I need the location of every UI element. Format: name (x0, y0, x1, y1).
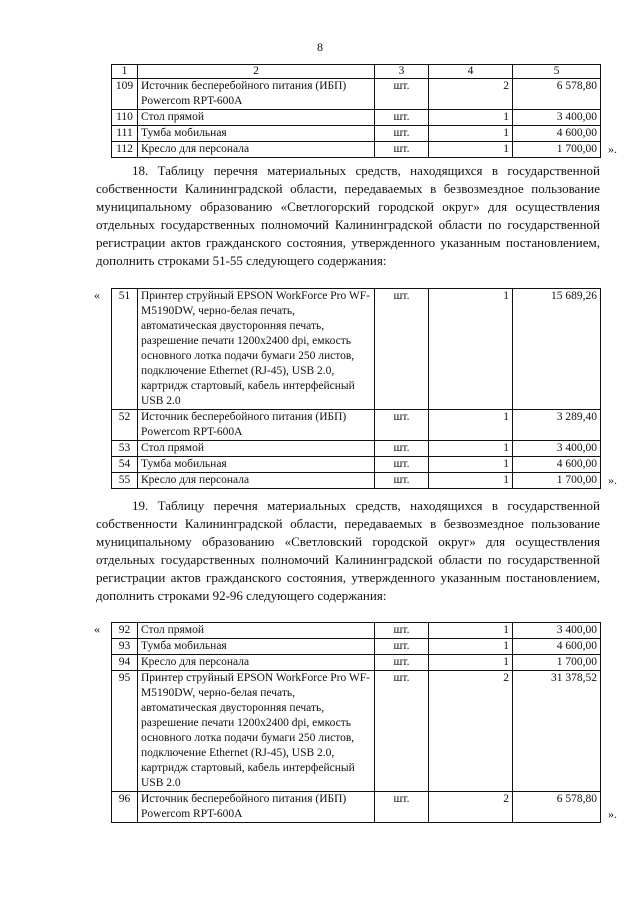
table-row (112, 655, 601, 671)
item-quantity: 1 (429, 410, 513, 441)
item-sum: 3 400,00 (513, 441, 601, 457)
item-name: Кресло для персонала (138, 473, 375, 489)
item-unit: шт. (375, 671, 429, 792)
item-quantity: 2 (429, 792, 513, 823)
item-name: Тумба мобильная (138, 126, 375, 142)
row-number: 109 (112, 79, 138, 110)
item-quantity: 1 (429, 142, 513, 158)
opening-quote: « (94, 288, 100, 302)
item-sum: 1 700,00 (513, 655, 601, 671)
header-cell: 3 (375, 65, 429, 79)
header-cell: 1 (112, 65, 138, 79)
item-sum-value: 1 700,00 (556, 143, 597, 155)
table-header-row (112, 65, 601, 79)
item-unit: шт. (375, 126, 429, 142)
item-quantity: 1 (429, 639, 513, 655)
row-number: 94 (112, 655, 138, 671)
item-name: Тумба мобильная (138, 639, 375, 655)
table-continuation (111, 64, 617, 158)
item-sum-value: 1 700,00 (556, 474, 597, 486)
item-quantity: 1 (429, 289, 513, 410)
item-name: Кресло для персонала (138, 655, 375, 671)
row-number: 54 (112, 457, 138, 473)
item-quantity: 1 (429, 457, 513, 473)
table-row (112, 110, 601, 126)
row-number: 95 (112, 671, 138, 792)
closing-quote: ». (608, 473, 617, 487)
item-name: Кресло для персонала (138, 142, 375, 158)
row-number: 92 (112, 623, 138, 639)
table-row (112, 639, 601, 655)
item-sum (513, 792, 617, 823)
item-unit: шт. (375, 655, 429, 671)
table-row (112, 126, 601, 142)
item-unit: шт. (375, 441, 429, 457)
table-row (112, 410, 601, 441)
row-number: 93 (112, 639, 138, 655)
item-name: Тумба мобильная (138, 457, 375, 473)
table-row (112, 289, 601, 410)
row-number: 51 (112, 289, 138, 410)
header-cell: 2 (138, 65, 375, 79)
table-rows-92-96 (111, 622, 617, 823)
item-name: Принтер струйный EPSON WorkForce Pro WF-M5190DW, черно-белая печать, автоматическая двусторонняя печать, разрешение печати 1200x2400 dpi, емкость основного лотка подачи бумаги 250 листов, подключение Ethernet (RJ-45), USB 2.0, картридж стартовый, кабель интерфейсный USB 2.0 (138, 671, 375, 792)
item-sum-value: 6 578,80 (556, 793, 597, 805)
item-sum: 3 400,00 (513, 623, 601, 639)
table-rows-51-55 (111, 288, 617, 489)
paragraph-19-text: 19. Таблицу перечня материальных средств, находящихся в государственной собственности Калининградской области, передаваемых в безвозмездное пользование муниципальному образованию «Светловский городской округ» для осуществления отдельных государственных полномочий Калининградской области по государственной регистрации актов гражданского состояния, утвержденного указанным постановлением, дополнить строками 92-96 следующего содержания: (96, 498, 600, 603)
item-sum: 4 600,00 (513, 457, 601, 473)
item-unit: шт. (375, 410, 429, 441)
row-number: 52 (112, 410, 138, 441)
row-number: 96 (112, 792, 138, 823)
table-row (112, 79, 601, 110)
item-sum (513, 473, 617, 489)
item-quantity: 1 (429, 110, 513, 126)
item-unit: шт. (375, 473, 429, 489)
item-sum: 3 400,00 (513, 110, 601, 126)
table-row (112, 441, 601, 457)
item-name: Стол прямой (138, 110, 375, 126)
header-cell: 5 (513, 65, 601, 79)
item-quantity: 2 (429, 79, 513, 110)
header-cell: 4 (429, 65, 513, 79)
paragraph-18-text: 18. Таблицу перечня материальных средств, находящихся в государственной собственности Калининградской области, передаваемых в безвозмездное пользование муниципальному образованию «Светлогорский городской округ» для осуществления отдельных государственных полномочий Калининградской области по государственной регистрации актов гражданского состояния, утвержденного указанным постановлением, дополнить строками 51-55 следующего содержания: (96, 163, 600, 268)
item-name: Источник бесперебойного питания (ИБП) Powercom RPT-600A (138, 792, 375, 823)
table-row (112, 142, 601, 158)
closing-quote: ». (608, 807, 617, 821)
item-sum: 6 578,80 (513, 79, 601, 110)
item-sum: 4 600,00 (513, 639, 601, 655)
item-sum: 31 378,52 (513, 671, 601, 792)
item-unit: шт. (375, 623, 429, 639)
paragraph-19 (96, 497, 600, 605)
item-unit: шт. (375, 639, 429, 655)
item-unit: шт. (375, 79, 429, 110)
item-unit: шт. (375, 457, 429, 473)
item-unit: шт. (375, 142, 429, 158)
table-row (112, 792, 601, 823)
item-quantity: 1 (429, 473, 513, 489)
item-sum: 3 289,40 (513, 410, 601, 441)
item-sum: 15 689,26 (513, 289, 601, 410)
table-row (112, 457, 601, 473)
item-unit: шт. (375, 289, 429, 410)
item-quantity: 2 (429, 671, 513, 792)
item-quantity: 1 (429, 623, 513, 639)
item-unit: шт. (375, 792, 429, 823)
closing-quote: ». (608, 142, 617, 156)
row-number: 112 (112, 142, 138, 158)
row-number: 53 (112, 441, 138, 457)
item-unit: шт. (375, 110, 429, 126)
row-number: 55 (112, 473, 138, 489)
item-name: Принтер струйный EPSON WorkForce Pro WF-M5190DW, черно-белая печать, автоматическая двусторонняя печать, разрешение печати 1200x2400 dpi, емкость основного лотка подачи бумаги 250 листов, подключение Ethernet (RJ-45), USB 2.0, картридж стартовый, кабель интерфейсный USB 2.0 (138, 289, 375, 410)
item-name: Стол прямой (138, 623, 375, 639)
item-sum: 4 600,00 (513, 126, 601, 142)
table-row (112, 671, 601, 792)
item-sum (513, 142, 617, 158)
item-name: Стол прямой (138, 441, 375, 457)
page-number: 8 (317, 40, 323, 54)
item-name: Источник бесперебойного питания (ИБП) Powercom RPT-600A (138, 410, 375, 441)
row-number: 111 (112, 126, 138, 142)
item-quantity: 1 (429, 441, 513, 457)
item-name: Источник бесперебойного питания (ИБП) Powercom RPT-600A (138, 79, 375, 110)
item-quantity: 1 (429, 655, 513, 671)
table-row (112, 623, 601, 639)
item-quantity: 1 (429, 126, 513, 142)
paragraph-18 (96, 162, 600, 270)
opening-quote: « (94, 622, 100, 636)
row-number: 110 (112, 110, 138, 126)
table-row (112, 473, 601, 489)
